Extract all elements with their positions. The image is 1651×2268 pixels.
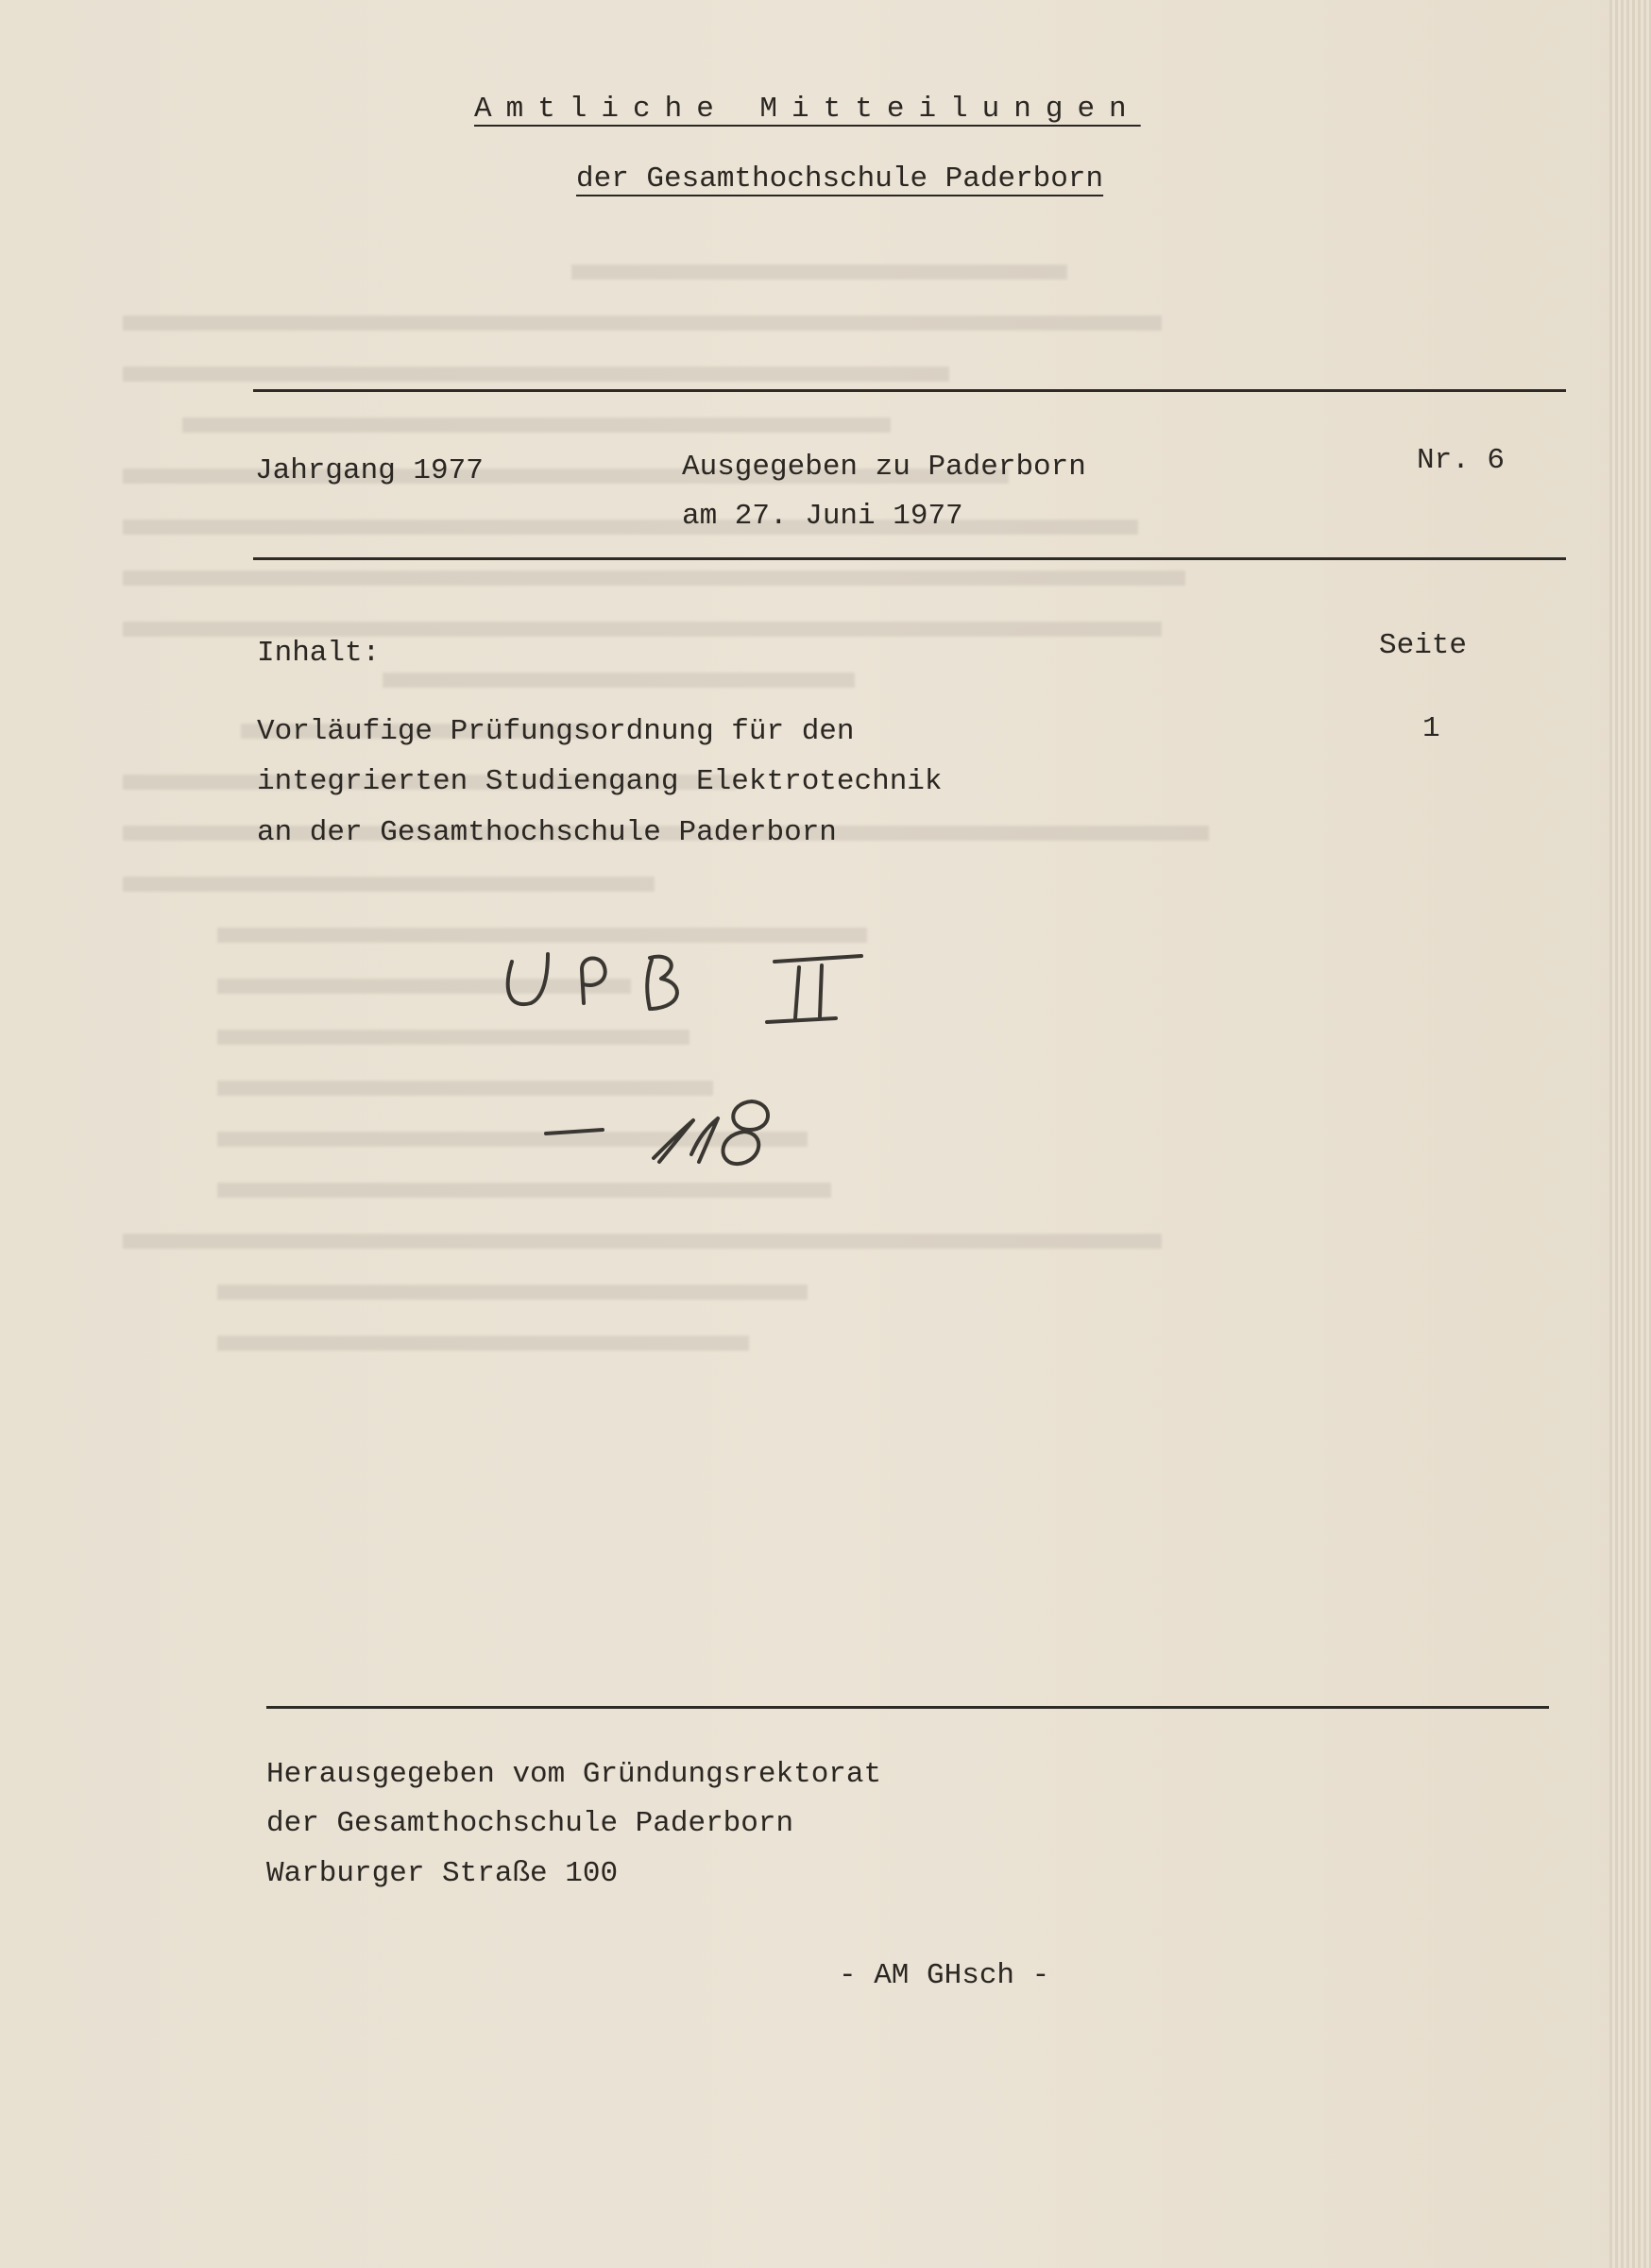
volume-year: Jahrgang 1977 — [255, 454, 484, 487]
issue-number: Nr. 6 — [1417, 444, 1506, 477]
handwritten-line-2 — [538, 1096, 677, 1155]
contents-label: Inhalt: — [257, 637, 381, 670]
contents-item-line: Vorläufige Prüfungsordnung für den — [257, 715, 855, 748]
document-subtitle: der Gesamthochschule Paderborn — [576, 162, 1104, 196]
stacked-page-edges — [1609, 0, 1651, 2268]
divider-top — [253, 389, 1566, 392]
contents-item-line: integrierten Studiengang Elektrotechnik — [257, 765, 943, 798]
publisher-line: Herausgegeben vom Gründungsrektorat — [266, 1758, 882, 1791]
footer-abbreviation: - AM GHsch - — [839, 1959, 1050, 1992]
divider-middle — [253, 557, 1566, 560]
publication-place: Ausgegeben zu Paderborn — [682, 451, 1086, 484]
publisher-line: der Gesamthochschule Paderborn — [266, 1807, 794, 1840]
publication-date: am 27. Juni 1977 — [682, 500, 963, 533]
page-column-header: Seite — [1379, 629, 1468, 662]
document-title: Amtliche Mitteilungen — [474, 93, 1141, 126]
contents-item-page: 1 — [1422, 712, 1440, 745]
handwritten-line-1 — [510, 945, 681, 1004]
publisher-address: Warburger Straße 100 — [266, 1857, 619, 1890]
divider-bottom — [266, 1706, 1549, 1709]
contents-item-line: an der Gesamthochschule Paderborn — [257, 816, 837, 849]
